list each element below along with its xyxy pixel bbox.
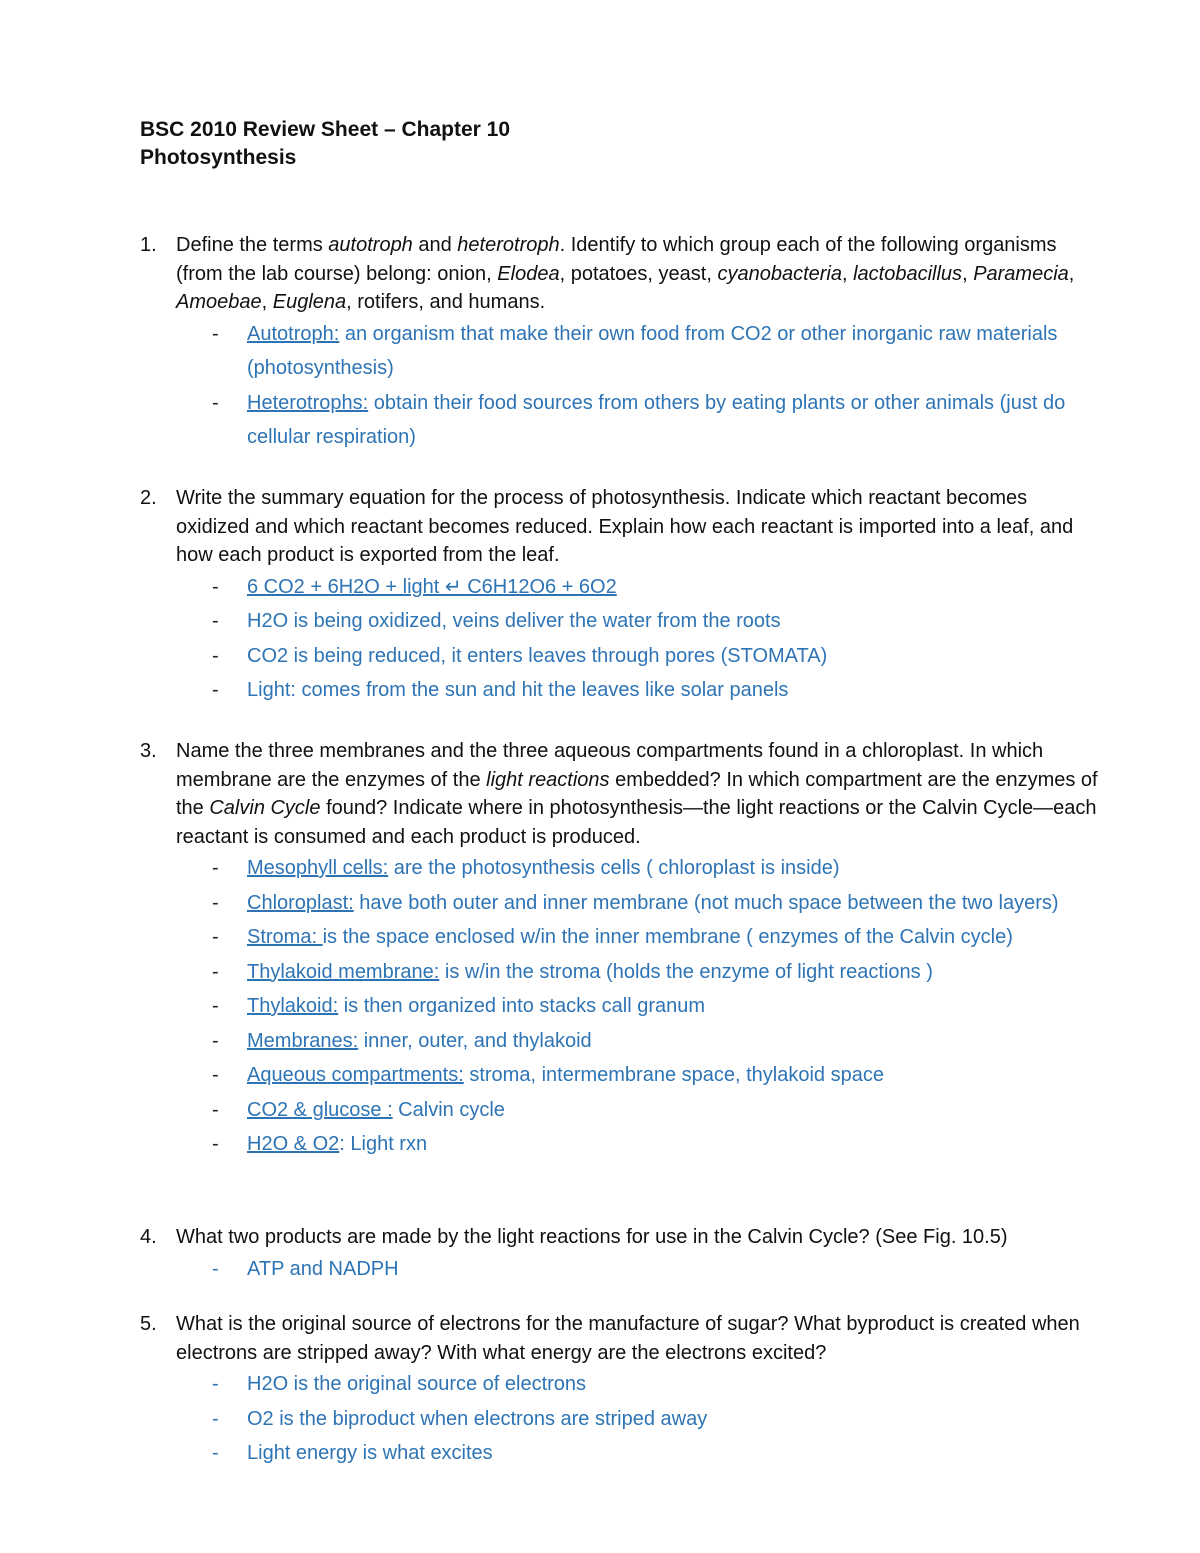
question-5	[140, 1310, 1100, 1471]
question-number: 5.	[140, 1313, 157, 1335]
bullet-dash: -	[212, 1133, 219, 1155]
question-number: 1.	[140, 234, 157, 256]
bullet-dash: -	[212, 1064, 219, 1086]
answer-list	[176, 570, 1100, 708]
question-number: 3.	[140, 740, 157, 762]
answer-term: CO2 & glucose :	[247, 1098, 393, 1121]
bullet-dash: -	[212, 891, 219, 914]
answer-text: have both outer and inner membrane (not much space between the two layers)	[353, 891, 1059, 914]
question-text-segment: ,	[1068, 262, 1075, 285]
answer-term: Stroma:	[247, 926, 323, 948]
bullet-dash: -	[212, 575, 219, 598]
answer-text: ATP and NADPH	[247, 1257, 399, 1280]
answer-item	[176, 1024, 1100, 1059]
answer-text: stroma, intermembrane space, thylakoid space	[463, 1064, 884, 1086]
answer-text: is w/in the stroma (holds the enzyme of light reactions )	[439, 960, 933, 983]
question-4	[140, 1223, 1100, 1286]
answer-term: Mesophyll cells:	[247, 857, 389, 879]
question-text	[176, 1223, 1100, 1252]
italic-term: heterotroph	[457, 234, 560, 256]
italic-term: Amoebae	[176, 291, 262, 313]
answer-text: Light: comes from the sun and hit the leaves like solar panels	[247, 679, 789, 701]
bullet-dash: -	[212, 857, 219, 879]
question-number: 2.	[140, 487, 157, 509]
italic-term: Elodea	[497, 262, 560, 285]
italic-term: cyanobacteria	[717, 262, 842, 285]
bullet-dash: -	[212, 644, 219, 667]
title-line-1: BSC 2010 Review Sheet – Chapter 10	[140, 118, 511, 141]
answer-item	[176, 386, 1100, 455]
bullet-dash: -	[212, 926, 219, 948]
question-text-segment: Write the summary equation for the process of photosynthesis. Indicate which reactant becomes oxidized and which reactant becomes reduced. Explain how each reactant is imported into a leaf, and how each product is exported from the leaf.	[176, 487, 1074, 566]
answer-item	[176, 989, 1100, 1024]
answer-term: Chloroplast:	[247, 891, 354, 914]
document-title	[140, 116, 510, 172]
italic-term: Calvin Cycle	[209, 797, 321, 819]
question-text-segment: and	[412, 234, 458, 256]
question-text-segment: ,	[962, 262, 974, 285]
question-text-segment: Name the three membranes and the three aqueous compartments found in a chloroplast. In which membrane are the enzymes of the	[176, 740, 1044, 791]
question-text-segment: , potatoes, yeast,	[559, 262, 718, 285]
answer-text: O2 is the biproduct when electrons are striped away	[247, 1407, 708, 1430]
answer-item	[176, 673, 1100, 708]
answer-item	[176, 1436, 1100, 1471]
question-text	[176, 737, 1100, 851]
answer-text: H2O is the original source of electrons	[247, 1373, 587, 1395]
answer-text: CO2 is being reduced, it enters leaves through pores (STOMATA)	[247, 644, 828, 667]
answer-item	[176, 1402, 1100, 1437]
italic-term: lactobacillus	[853, 262, 963, 285]
question-text-segment: ,	[261, 291, 273, 313]
answer-text: Light energy is what excites	[247, 1442, 493, 1464]
answer-item	[176, 955, 1100, 990]
question-text-segment: found? Indicate where in photosynthesis—the light reactions or the Calvin Cycle—each reactant is consumed and each product is produced.	[176, 797, 1097, 848]
italic-term: autotroph	[328, 234, 413, 256]
italic-term: light reactions	[486, 768, 610, 791]
answer-term: H2O & O2	[247, 1133, 340, 1155]
answer-text: an organism that make their own food from CO2 or other inorganic raw materials (photosynthesis)	[247, 322, 1058, 379]
question-text-segment: . Identify to which group each of the following organisms (from the lab course) belong: onion,	[176, 234, 1057, 285]
answer-list	[176, 1252, 1100, 1287]
answer-item	[176, 886, 1100, 921]
question-text	[176, 231, 1100, 317]
answer-term: Heterotrophs:	[247, 391, 369, 414]
question-text	[176, 1310, 1100, 1367]
answer-item	[176, 639, 1100, 674]
question-text-segment: , rotifers, and humans.	[346, 291, 546, 313]
question-text-segment: What is the original source of electrons for the manufacture of sugar? What byproduct is created when electrons are stripped away? With what energy are the electrons excited?	[176, 1313, 1080, 1364]
answer-list	[176, 1367, 1100, 1471]
question-1	[140, 231, 1100, 455]
question-2	[140, 484, 1100, 708]
answer-term: Aqueous compartments:	[247, 1064, 464, 1086]
answer-item	[176, 317, 1100, 386]
bullet-dash: -	[212, 960, 219, 983]
answer-list	[176, 317, 1100, 455]
answer-item	[176, 1367, 1100, 1402]
bullet-dash: -	[212, 679, 219, 701]
answer-item	[176, 1252, 1100, 1287]
answer-text: are the photosynthesis cells ( chloroplast is inside)	[388, 857, 840, 879]
answer-item	[176, 604, 1100, 639]
answer-text: is the space enclosed w/in the inner membrane ( enzymes of the Calvin cycle)	[322, 926, 1013, 948]
question-text-segment: What two products are made by the light reactions for use in the Calvin Cycle? (See Fig. 10.5)	[176, 1226, 1008, 1248]
bullet-dash: -	[212, 1098, 219, 1121]
italic-term: Euglena	[272, 291, 347, 313]
question-3	[140, 737, 1100, 1162]
answer-text: H2O is being oxidized, veins deliver the water from the roots	[247, 610, 781, 632]
italic-term: Paramecia	[973, 262, 1069, 285]
answer-item	[176, 1058, 1100, 1093]
bullet-dash: -	[212, 610, 219, 632]
answer-text: Calvin cycle	[392, 1098, 505, 1121]
bullet-dash: -	[212, 391, 219, 414]
answer-term: Thylakoid membrane:	[247, 960, 440, 983]
bullet-dash: -	[212, 1442, 219, 1464]
bullet-dash: -	[212, 1373, 219, 1395]
answer-term: Membranes:	[247, 1029, 359, 1052]
question-text	[176, 484, 1100, 570]
answer-item	[176, 920, 1100, 955]
question-text-segment: ,	[841, 262, 854, 285]
question-text-segment: Define the terms	[176, 234, 329, 256]
answer-term: Autotroph:	[247, 322, 340, 345]
question-number: 4.	[140, 1226, 157, 1248]
answer-text: inner, outer, and thylakoid	[358, 1029, 592, 1052]
answer-text: is then organized into stacks call granum	[338, 995, 706, 1017]
answer-text: obtain their food sources from others by eating plants or other animals (just do cellular respiration)	[247, 391, 1066, 448]
answer-term: 6 CO2 + 6H2O + light ↵ C6H12O6 + 6O2	[247, 575, 617, 598]
answer-item	[176, 1093, 1100, 1128]
question-text-segment: embedded? In which compartment are the enzymes of the	[176, 768, 1098, 819]
answer-item	[176, 851, 1100, 886]
bullet-dash: -	[212, 1257, 219, 1280]
answer-item	[176, 570, 1100, 605]
answer-list	[176, 851, 1100, 1162]
answer-term: Thylakoid:	[247, 995, 339, 1017]
bullet-dash: -	[212, 995, 219, 1017]
title-line-2: Photosynthesis	[140, 146, 297, 169]
answer-text: : Light rxn	[339, 1133, 428, 1155]
bullet-dash: -	[212, 1407, 219, 1430]
answer-item	[176, 1127, 1100, 1162]
bullet-dash: -	[212, 1029, 219, 1052]
bullet-dash: -	[212, 322, 219, 345]
